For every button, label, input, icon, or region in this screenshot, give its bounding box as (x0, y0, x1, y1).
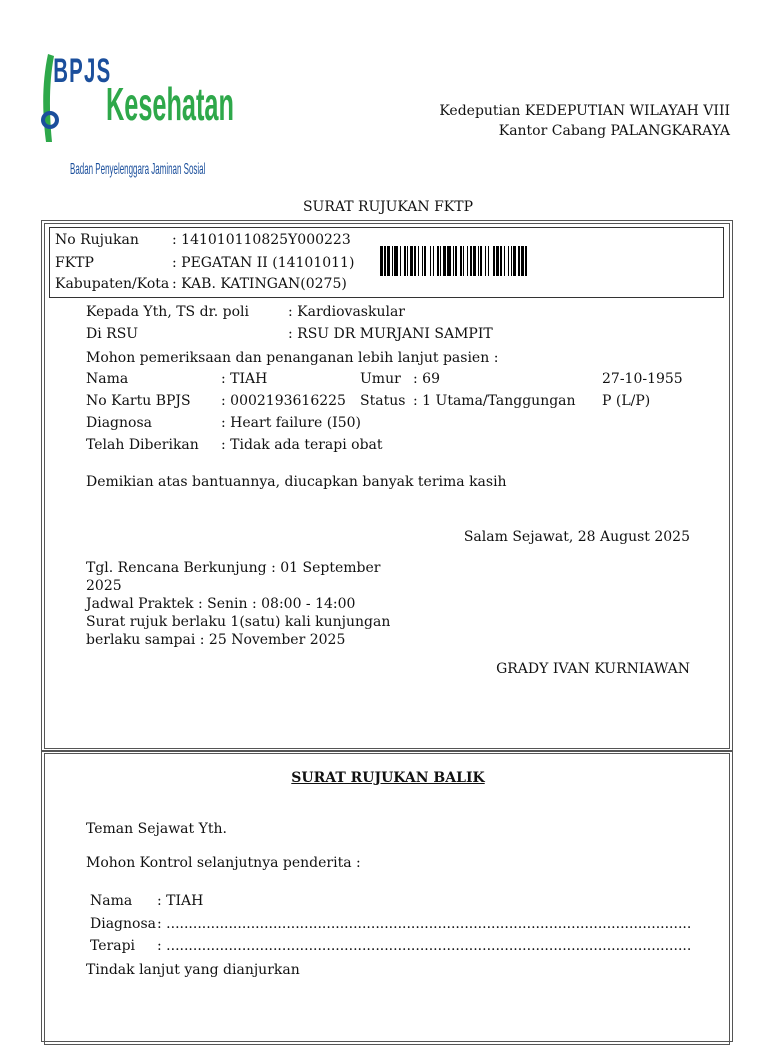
status-value: : 1 Utama/Tanggungan (413, 393, 576, 409)
nama-label: Nama (86, 371, 129, 387)
demikian-text: Demikian atas bantuannya, diucapkan banyak terima kasih (86, 474, 507, 490)
kepada-label: Kepada Yth, TS dr. poli (86, 304, 249, 320)
svg-text:Badan Penyelenggara Jaminan So: Badan Penyelenggara Jaminan Sosial (70, 160, 206, 178)
fktp-label: FKTP (55, 255, 94, 271)
header-office (439, 101, 730, 141)
kepada-value: : Kardiovaskular (288, 304, 405, 320)
umur-label: Umur (360, 371, 401, 387)
svg-text:Kesehatan: Kesehatan (106, 77, 234, 130)
diberikan-value: : Tidak ada terapi obat (221, 437, 383, 453)
kartu-label: No Kartu BPJS (86, 393, 191, 409)
bpjs-logo (40, 42, 234, 192)
svg-text:BPJS: BPJS (53, 51, 111, 90)
berlaku-line2: berlaku sampai : 25 November 2025 (86, 632, 346, 648)
kab-value: : KAB. KATINGAN(0275) (172, 276, 347, 292)
kartu-value: : 0002193616225 (221, 393, 346, 409)
dob-value: 27-10-1955 (602, 371, 683, 387)
balik-diagnosa-value: : ...................................................................................................................... (157, 916, 692, 932)
diagnosa-value: : Heart failure (I50) (221, 415, 361, 431)
visit-info (86, 559, 390, 649)
balik-frame-inner (44, 753, 730, 1045)
no-rujukan-value: : 141010110825Y000223 (172, 232, 351, 248)
balik-title: SURAT RUJUKAN BALIK (291, 770, 485, 786)
nama-value: : TIAH (221, 371, 268, 387)
deputi-text: Kedeputian KEDEPUTIAN WILAYAH VIII (439, 103, 730, 119)
kab-label: Kabupaten/Kota (55, 276, 170, 292)
balik-nama-value: : TIAH (157, 893, 204, 909)
tgl-line1: Tgl. Rencana Berkunjung : 01 September (86, 560, 381, 576)
no-rujukan-label: No Rujukan (55, 232, 139, 248)
mohon-text: Mohon pemeriksaan dan penanganan lebih lanjut pasien : (86, 350, 499, 366)
berlaku-line1: Surat rujuk berlaku 1(satu) kali kunjungan (86, 614, 391, 630)
diagnosa-label: Diagnosa (86, 415, 152, 431)
diberikan-label: Telah Diberikan (86, 437, 199, 453)
balik-terapi-label: Terapi (90, 938, 136, 954)
tindak-text: Tindak lanjut yang dianjurkan (86, 962, 300, 978)
teman-text: Teman Sejawat Yth. (86, 821, 227, 837)
doctor-name: GRADY IVAN KURNIAWAN (496, 661, 690, 677)
balik-terapi-value: : ...................................................................................................................... (157, 938, 692, 954)
barcode (380, 246, 690, 276)
fktp-value: : PEGATAN II (14101011) (172, 255, 355, 271)
salam-text: Salam Sejawat, 28 August 2025 (463, 529, 690, 545)
di-value: : RSU DR MURJANI SAMPIT (288, 326, 493, 342)
jadwal-text: Jadwal Praktek : Senin : 08:00 - 14:00 (86, 596, 356, 612)
balik-mohon-text: Mohon Kontrol selanjutnya penderita : (86, 855, 361, 871)
sex-value: P (L/P) (602, 393, 651, 409)
di-label: Di RSU (86, 326, 139, 342)
balik-diagnosa-label: Diagnosa (90, 916, 156, 932)
tgl-line2: 2025 (86, 578, 122, 594)
status-label: Status (360, 393, 406, 409)
balik-nama-label: Nama (90, 893, 133, 909)
kantor-text: Kantor Cabang PALANGKARAYA (498, 123, 730, 139)
document-title: SURAT RUJUKAN FKTP (302, 199, 474, 215)
umur-value: : 69 (413, 371, 440, 387)
